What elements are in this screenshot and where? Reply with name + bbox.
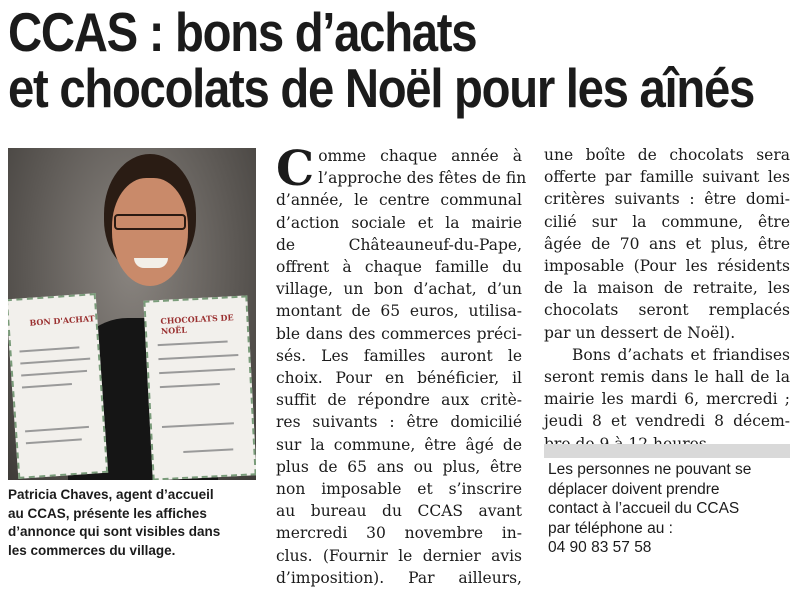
article-line: offrent à chaque famille du — [276, 258, 522, 277]
photo-caption — [8, 486, 260, 560]
article-column-2 — [544, 144, 790, 455]
phone-number: 04 90 83 57 58 — [548, 539, 652, 557]
drop-cap: C — [276, 141, 315, 197]
article-line: mairie les mardi 6, mercredi ; — [544, 390, 790, 409]
caption-line: d’annonce qui sont visibles dans — [8, 524, 221, 539]
caption-line: Patricia Chaves, agent d’accueil — [8, 487, 214, 502]
article-line: omme chaque année à — [318, 147, 522, 165]
article-line: de Châteauneuf-du-Pape, — [276, 235, 522, 254]
headline-line-1: CCAS : bons d’achats — [8, 1, 477, 63]
article-line: village, un bon d’achat, d’un — [276, 280, 522, 299]
article-line: au bureau du CCAS avant — [276, 502, 522, 521]
article-line: par un dessert de Noël). — [544, 323, 736, 342]
article-line: sés. Les familles auront le — [276, 346, 522, 365]
info-line: Les personnes ne pouvant se — [548, 461, 752, 478]
article-line: ble dans des commerces préci- — [276, 324, 522, 343]
article-line: non imposable et s’inscrire — [276, 480, 522, 499]
article-line: seront remis dans le hall de la — [544, 368, 790, 387]
article-line: plus de 65 ans ou plus, être — [276, 457, 522, 476]
article-line: suffit de répondre aux critè- — [276, 391, 522, 410]
article-column-1 — [276, 141, 527, 589]
poster-bon-d-achat: BON D'ACHAT — [8, 293, 108, 479]
info-box-rule — [544, 444, 790, 458]
article-photo — [8, 148, 256, 480]
info-line: par téléphone au : — [548, 519, 673, 537]
article-line: clus. (Fournir le dernier avis — [276, 546, 522, 565]
article-line: Bons d’achats et friandises — [572, 345, 790, 364]
article-line: une boîte de chocolats sera — [544, 146, 790, 164]
glasses — [114, 214, 186, 230]
article-line: chocolats seront remplacés — [544, 301, 790, 320]
article-line: imposable (Pour les résidents — [544, 257, 790, 276]
info-line: déplacer doivent prendre — [548, 480, 720, 498]
article-line: sur la commune, être âgé de — [276, 435, 522, 454]
caption-line: les commerces du village. — [8, 542, 176, 558]
article-line: critères suivants : être domi- — [544, 190, 790, 209]
info-line: contact à l’accueil du CCAS — [548, 500, 740, 518]
poster-chocolats-de-noel: CHOCOLATS DE NOËL — [143, 295, 256, 480]
article-line: cilié sur la commune, être — [544, 212, 790, 231]
article-line: l’approche des fêtes de fin — [318, 169, 527, 188]
article-line: de la maison de retraite, les — [544, 279, 790, 298]
article-line: âgée de 70 ans et plus, être — [544, 234, 790, 253]
article-line: res suivants : être domicilié — [276, 413, 522, 432]
caption-line: au CCAS, présente les affiches — [8, 505, 207, 521]
article-line: mercredi 30 novembre in- — [276, 524, 522, 543]
article-line: jeudi 8 et vendredi 8 décem- — [544, 412, 790, 431]
article-line: choix. Pour en bénéficier, il — [276, 369, 522, 388]
contact-info-box — [548, 460, 788, 558]
article-line: d’imposition). Par ailleurs, — [276, 568, 522, 587]
article-line: d’action sociale et la mairie — [276, 213, 522, 232]
headline — [8, 1, 755, 119]
article-line: offerte par famille suivant les — [544, 168, 790, 187]
headline-line-2: et chocolats de Noël pour les aînés — [8, 57, 755, 119]
article-line: d’année, le centre communal — [276, 191, 522, 210]
article-line: montant de 65 euros, utilisa- — [276, 302, 522, 321]
